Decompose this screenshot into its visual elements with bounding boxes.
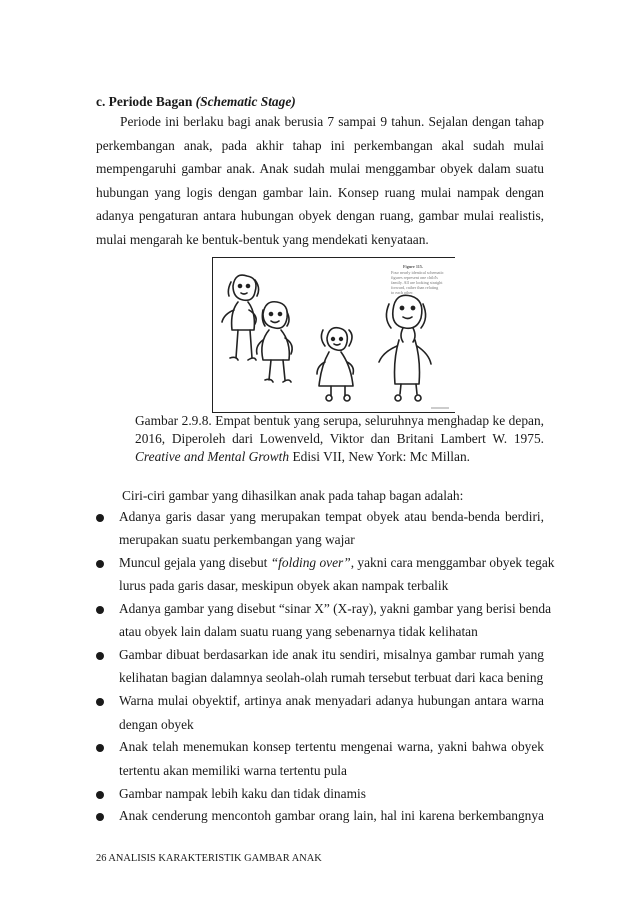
caption-publisher: Edisi VII, New York: Mc Millan. bbox=[289, 449, 471, 465]
list-item-line: Anak cenderung mencontoh gambar orang lain, hal ini karena berkembangnya bbox=[119, 807, 544, 823]
heading-text: c. Periode Bagan bbox=[96, 94, 196, 109]
figure-caption bbox=[135, 412, 544, 467]
paragraph-line: mempengaruhi gambar anak. Anak sudah mulai menggambar obyek dalam suatu bbox=[96, 161, 544, 177]
bullet-icon bbox=[96, 652, 104, 660]
list-item-line: Anak telah menemukan konsep tertentu mengenai warna, yakni bahwa obyek bbox=[119, 739, 544, 755]
list-item-line: atau obyek lain dalam suatu ruang yang sebenarnya tidak kelihatan bbox=[119, 624, 478, 640]
list-item-text: , yakni cara menggambar obyek tegak bbox=[350, 555, 555, 571]
body-paragraph bbox=[96, 110, 544, 252]
list-item-line: Adanya gambar yang disebut “sinar X” (X-ray), yakni gambar yang berisi benda bbox=[119, 601, 552, 617]
list-item bbox=[96, 597, 552, 643]
bullet-icon bbox=[96, 606, 104, 614]
bullet-icon bbox=[96, 813, 104, 821]
caption-line: 2016, Diperoleh dari Lowenveld, Viktor dan Britani Lambert W. 1975. bbox=[135, 431, 544, 447]
bullet-icon bbox=[96, 514, 104, 522]
list-item bbox=[96, 643, 544, 689]
corner-caption-title: Figure 115. bbox=[403, 264, 423, 269]
corner-caption-line: family. All are looking straight bbox=[391, 280, 443, 285]
list-item bbox=[96, 804, 544, 826]
list-item-line: kelihatan bagian dalamnya seolah-olah rumah tersebut terbuat dari kaca bening bbox=[119, 670, 544, 686]
list-item-line: tertentu akan memiliki warna tertentu pula bbox=[119, 762, 347, 778]
bullet-icon bbox=[96, 698, 104, 706]
bullet-icon bbox=[96, 791, 104, 799]
child-drawing-figure bbox=[212, 257, 455, 413]
list-intro: Ciri-ciri gambar yang dihasilkan anak pada tahap bagan adalah: bbox=[122, 488, 464, 503]
list-item-line: Gambar dibuat berdasarkan ide anak itu sendiri, misalnya gambar rumah yang bbox=[119, 647, 544, 663]
bullet-icon bbox=[96, 560, 104, 568]
list-item-line: lurus pada garis dasar, meskipun obyek akan nampak terbalik bbox=[119, 578, 449, 594]
list-item-term: “folding over” bbox=[270, 555, 351, 571]
list-item-line bbox=[119, 551, 555, 574]
corner-caption bbox=[391, 264, 444, 295]
caption-line: Gambar 2.9.8. Empat bentuk yang serupa, seluruhnya menghadap ke depan, bbox=[135, 413, 544, 428]
list-item bbox=[96, 551, 555, 597]
paragraph-line: Periode ini berlaku bagi anak berusia 7 sampai 9 tahun. Sejalan dengan tahap bbox=[120, 114, 544, 129]
list-item-line: Adanya garis dasar yang merupakan tempat obyek atau benda-benda berdiri, bbox=[119, 509, 544, 524]
list-item-line: merupakan suatu perkembangan yang wajar bbox=[119, 532, 355, 548]
caption-book-title: Creative and Mental Growth bbox=[135, 449, 290, 465]
list-item-line: dengan obyek bbox=[119, 716, 194, 732]
list-item-line: Gambar nampak lebih kaku dan tidak dinamis bbox=[119, 785, 366, 801]
list-item bbox=[96, 505, 544, 551]
page-footer: 26 ANALISIS KARAKTERISTIK GAMBAR ANAK bbox=[96, 853, 322, 864]
section-heading bbox=[96, 94, 296, 110]
family-drawing-image bbox=[213, 258, 455, 412]
list-item bbox=[96, 735, 544, 781]
corner-caption-line: forward, rather than relating bbox=[391, 285, 439, 290]
paragraph-line: perkembangan anak, pada akhir tahap ini perkembangan akal sudah mulai bbox=[96, 137, 544, 153]
list-item-line: Warna mulai obyektif, artinya anak menyadari adanya hubungan antara warna bbox=[119, 693, 544, 709]
bullet-icon bbox=[96, 744, 104, 752]
list-item bbox=[96, 689, 544, 735]
corner-caption-line: figures represent one child's bbox=[391, 275, 438, 280]
paragraph-line: hubungan yang logis dengan gambar lain. Konsep ruang mulai nampak dengan bbox=[96, 184, 544, 200]
corner-caption-line: to each other. bbox=[391, 290, 414, 295]
list-item bbox=[96, 782, 544, 804]
list-item-text: Muncul gejala yang disebut bbox=[119, 555, 271, 571]
paragraph-line: mulai mengarah ke bentuk-bentuk yang mendekati kenyataan. bbox=[96, 231, 429, 247]
paragraph-line: adanya pengaturan antara hubungan obyek dengan ruang, gambar mulai realistis, bbox=[96, 208, 544, 224]
heading-italic: (Schematic Stage) bbox=[195, 94, 296, 109]
caption-line bbox=[135, 448, 544, 466]
corner-caption-line: Four nearly identical schematic bbox=[391, 270, 444, 275]
characteristics-list bbox=[96, 505, 555, 826]
